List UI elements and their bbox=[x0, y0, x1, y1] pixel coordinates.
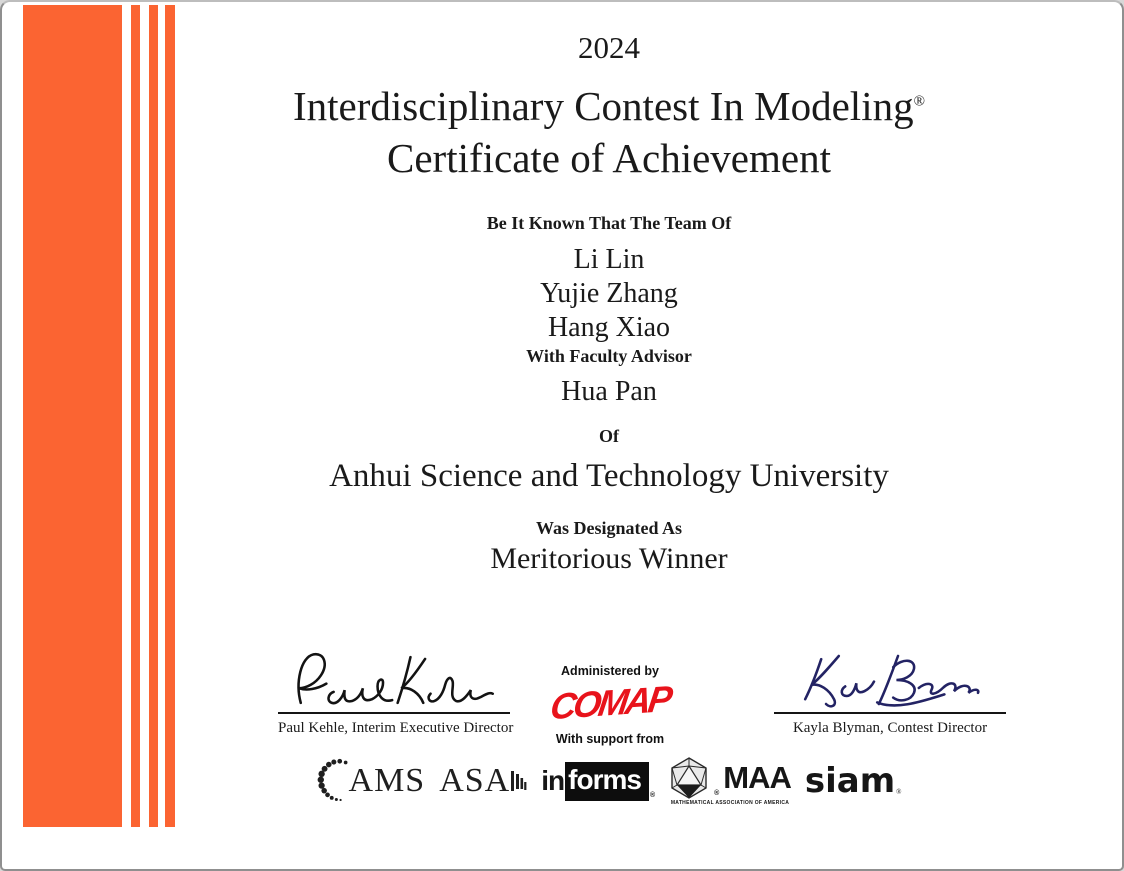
siam-registered-mark: ® bbox=[896, 788, 902, 796]
institution-name: Anhui Science and Technology University bbox=[329, 458, 889, 494]
designation-label: Was Designated As bbox=[535, 518, 683, 538]
asa-logo bbox=[439, 762, 527, 800]
maa-logo bbox=[669, 757, 791, 806]
siam-wordmark: siam bbox=[804, 761, 896, 801]
ams-dots-icon bbox=[317, 755, 349, 807]
maa-wordmark: MAA bbox=[723, 759, 791, 795]
left-signature-block bbox=[278, 648, 514, 737]
of-label: Of bbox=[599, 426, 619, 446]
ams-wordmark: AMS bbox=[348, 762, 426, 799]
maa-icosahedron-icon bbox=[669, 757, 709, 799]
kayla-blyman-signature-image bbox=[774, 648, 1006, 712]
asa-bars-icon bbox=[511, 771, 527, 797]
informs-registered-mark: ® bbox=[649, 791, 656, 799]
accent-stripe-1 bbox=[131, 5, 140, 827]
maa-caption: MATHEMATICAL ASSOCIATION OF AMERICA bbox=[670, 799, 790, 806]
ams-logo bbox=[317, 755, 426, 807]
team-intro-label: Be It Known That The Team Of bbox=[486, 213, 732, 233]
certificate-subtitle: Certificate of Achievement bbox=[387, 135, 831, 181]
informs-logo bbox=[541, 762, 655, 801]
contest-title bbox=[180, 82, 1038, 130]
signature-line bbox=[774, 712, 1006, 714]
team-member-list bbox=[180, 243, 1038, 345]
with-support-from-label: With support from bbox=[555, 732, 665, 746]
designation-name: Meritorious Winner bbox=[490, 542, 728, 575]
team-member-name: Yujie Zhang bbox=[540, 278, 678, 309]
asa-wordmark: ASA bbox=[439, 762, 511, 799]
maa-registered-mark: ® bbox=[714, 789, 720, 797]
comap-logo: COMAP bbox=[547, 677, 673, 728]
signature-line bbox=[278, 712, 510, 714]
accent-stripe-2 bbox=[149, 5, 158, 827]
faculty-advisor-name: Hua Pan bbox=[561, 376, 657, 407]
faculty-advisor-label: With Faculty Advisor bbox=[526, 346, 692, 366]
accent-stripe-3 bbox=[165, 5, 175, 827]
administered-by-block bbox=[534, 664, 686, 746]
registered-mark: ® bbox=[913, 93, 925, 110]
right-signature-block bbox=[774, 648, 1006, 737]
signature-caption: Paul Kehle, Interim Executive Director bbox=[278, 720, 514, 736]
team-member-name: Li Lin bbox=[573, 244, 645, 275]
siam-logo bbox=[804, 761, 902, 801]
informs-wordmark-prefix: in bbox=[541, 765, 565, 796]
year: 2024 bbox=[578, 30, 640, 65]
contest-title-text: Interdisciplinary Contest In Modeling bbox=[293, 83, 914, 129]
team-member-name: Hang Xiao bbox=[547, 312, 671, 343]
paul-kehle-signature-image bbox=[278, 648, 510, 712]
accent-bar-wide bbox=[23, 5, 122, 827]
signature-caption: Kayla Blyman, Contest Director bbox=[792, 720, 988, 736]
administered-by-label: Administered by bbox=[561, 664, 659, 678]
sponsor-logos-row bbox=[180, 754, 1038, 808]
informs-wordmark-boxed: forms bbox=[565, 762, 649, 801]
